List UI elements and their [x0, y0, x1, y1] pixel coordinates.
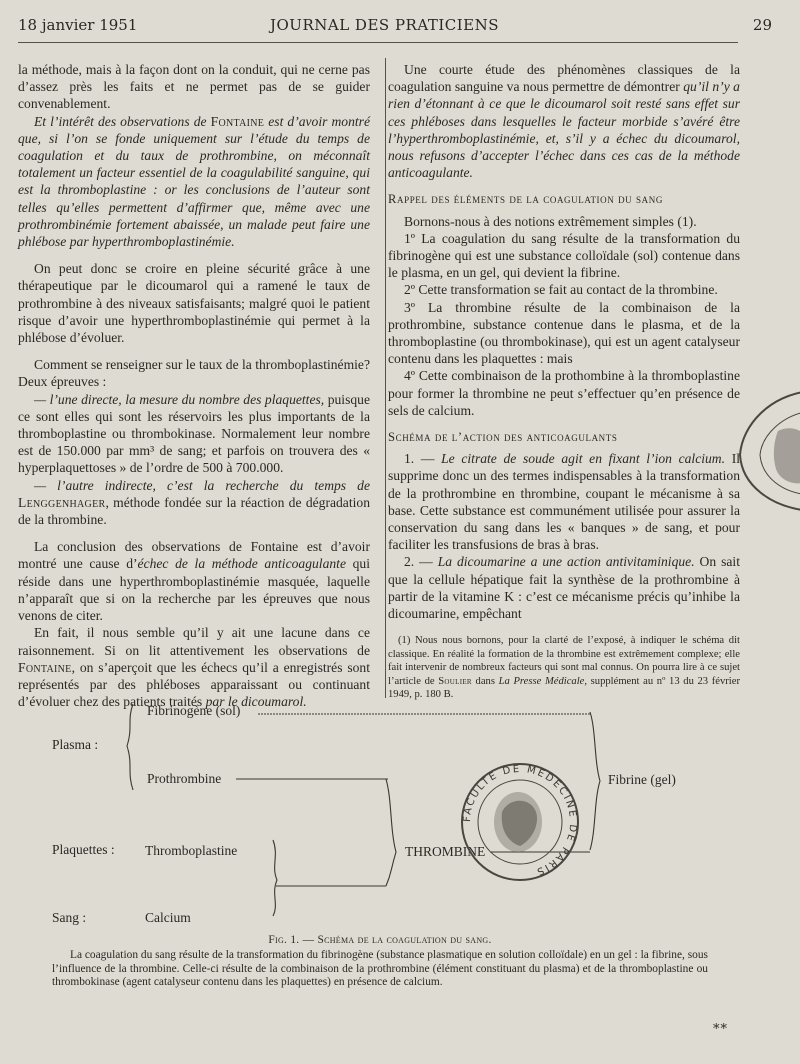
- plasma-brace: [127, 704, 133, 790]
- section-heading: Schéma de l’action des anticoagulants: [388, 430, 618, 445]
- paragraph: Comment se renseigner sur le taux de la thromboplastinémie? Deux épreuves :: [18, 357, 370, 390]
- paragraph: Et l’intérêt des observations de Fontaine est d’avoir montré que, si l’on se fonde uniquement sur l’étude du temps de coagulation et du taux de prothrombine, on méconnaît totalement un facteur essentiel de la coagulabilité sanguine, qui est la thromboplastine : or les conclusions de l’auteur sont telles qu’elles permettent d’affirmer que, même avec une prothrombinémie fortement abaissée, un malade peut faire une phlébose par hyperthromboplastinémie.: [18, 113, 370, 250]
- figure-caption: [52, 934, 708, 990]
- diagram-label-calcium: Calcium: [145, 910, 191, 925]
- library-stamp: [458, 760, 582, 884]
- column-divider: [385, 58, 386, 698]
- left-column: [18, 61, 370, 710]
- header-rule: [18, 42, 738, 43]
- paragraph: 1º La coagulation du sang résulte de la transformation du fibrinogène qui est une substance colloïdale (sol) contenue dans le plasma, en un gel, qui devient la fibrine.: [388, 230, 740, 281]
- diagram-label-sang: Sang :: [52, 910, 87, 925]
- diagram-label-prothrombine: Prothrombine: [147, 771, 222, 786]
- section-heading: Rappel des éléments de la coagulation du sang: [388, 192, 663, 207]
- paragraph: Bornons-nous à des notions extrêmement simples (1).: [404, 213, 697, 229]
- footer-stars: **: [713, 1022, 728, 1037]
- right-column: [388, 61, 740, 701]
- paragraph: Une courte étude des phénomènes classiques de la coagulation sanguine va nous permettre de démontrer qu’il n’y a rien d’étonnant à ce que le dicoumarol soit resté sans effet sur ces phléboses dans lesquelles le facteur morbide s’avéré être l’hyperthromboplastinémie, et, s’il y a échec du dicoumarol, nous refusons d’accepter l’échec dans ces cas de la méthode anticoagulante.: [388, 62, 740, 181]
- paragraph: 1. — Le citrate de soude agit en fixant l’ion calcium. Il supprime donc un des termes indispensables à la transformation de la prothrombine en thrombine, coupant le mécanisme à sa base. Cette substance est communément utilisée pour assurer la conservation du sang dans les « banques » de sang, et pour faciliter les transfusions de bras à bras.: [388, 451, 740, 553]
- paragraph: — l’autre indirecte, c’est la recherche du temps de Lenggenhager, méthode fondée sur la réaction de dégradation de la thrombine.: [18, 477, 370, 528]
- page-header: [18, 14, 772, 38]
- diagram-label-plaquettes: Plaquettes :: [52, 842, 115, 857]
- paragraph: 2. — La dicoumarine a une action antivitaminique. On sait que la cellule hépatique fait la synthèse de la prothrombine à partir de la vitamine K : c’est ce mécanisme précis qu’inhibe la dicoumarine, empêchant: [388, 554, 740, 622]
- footnote: (1) Nous nous bornons, pour la clarté de l’exposé, à indiquer le schéma dit classique. En réalité la formation de la thrombine est extrêmement complexe; elle fait intervenir de nombreux facteurs qui sont mal connus. On pourra lire à ce sujet l’article de Soulier dans La Presse Médicale, supplément au nº 13 du 23 février 1949, p. 180 B.: [388, 635, 740, 700]
- paragraph: On peut donc se croire en pleine sécurité grâce à une thérapeutique par le dicoumarol qui a ramené le taux de prothrombine à des niveaux satisfaisants; malgré quoi le patient risque d’avoir une hyperthromboplastinémie qui permet à la phlébose d’évoluer.: [18, 261, 370, 346]
- diagram-label-thromboplastine: Thromboplastine: [145, 843, 238, 858]
- header-page-number: 29: [752, 16, 772, 34]
- paragraph: 2º Cette transformation se fait au contact de la thrombine.: [404, 282, 718, 298]
- diagram-label-plasma: Plasma :: [52, 737, 99, 752]
- paragraph: 4º Cette combinaison de la prothombine à la thromboplastine pour former la thrombine ne peut s’effectuer qu’en présence de sels de calcium.: [388, 368, 740, 418]
- caption-title: Fig. 1. — Schéma de la coagulation du sang.: [268, 934, 492, 946]
- header-date: 18 janvier 1951: [18, 16, 138, 34]
- caption-body: La coagulation du sang résulte de la transformation du fibrinogène (substance plasmatique en solution colloïdale) en un gel : la fibrine, sous l’influence de la thrombine. Celle-ci résulte de la combinaison de la prothrombine (élément constituant du plasma) et de la thromboplastine ou thrombokinase (agent catalyseur contenu dans les plaquettes) en présence de calcium.: [52, 948, 708, 989]
- partial-stamp: [730, 385, 800, 515]
- diagram-label-thrombine: THROMBINE: [405, 844, 486, 859]
- paragraph: La conclusion des observations de Fontaine est d’avoir montré une cause d’échec de la méthode anticoagulante qui réside dans une hyperthromboplastinémie masquée, laquelle n’apparaît que si on la recherche par les épreuves que nous venons de citer.: [18, 539, 370, 624]
- diagram-label-fibrine: Fibrine (gel): [608, 772, 676, 787]
- paragraph: — l’une directe, la mesure du nombre des plaquettes, puisque ce sont elles qui sont les réservoirs les plus importants de la thromboplastine ou thrombokinase. Normalement leur nombre est de 150.000 par mm³ de sang; et parfois on trouvera des « hyperplaquettoses » de l’ordre de 500 à 700.000.: [18, 391, 370, 476]
- fibrine-bracket: [590, 712, 600, 850]
- paragraph: la méthode, mais à la façon dont on la conduit, qui ne cerne pas d’assez près les faits et ne permet pas de se guider convenablement.: [18, 62, 370, 112]
- header-journal-title: JOURNAL DES PRATICIENS: [270, 16, 500, 34]
- diagram-label-fibrinogene: Fibrinogène (sol): [147, 703, 241, 718]
- paragraph: En fait, il nous semble qu’il y ait une lacune dans ce raisonnement. Si on lit attentivement les observations de Fontaine, on s’aperçoit que les échecs qu’il a enregistrés sont représentés par des phléboses apparaissant ou continuant d’évoluer chez des patients traités par le dicoumarol.: [18, 625, 370, 710]
- plaquettes-brace: [273, 840, 277, 916]
- thrombine-bracket: [386, 779, 396, 886]
- stamp-text: FACULTE DE MEDECINE DE PARIS: [461, 763, 579, 878]
- paragraph: 3º La thrombine résulte de la combinaison de la prothrombine, substance contenue dans le plasma, et de la thromboplastine (ou thrombokinase), qui est un agent catalyseur contenu dans les plaquettes : mais: [388, 299, 740, 367]
